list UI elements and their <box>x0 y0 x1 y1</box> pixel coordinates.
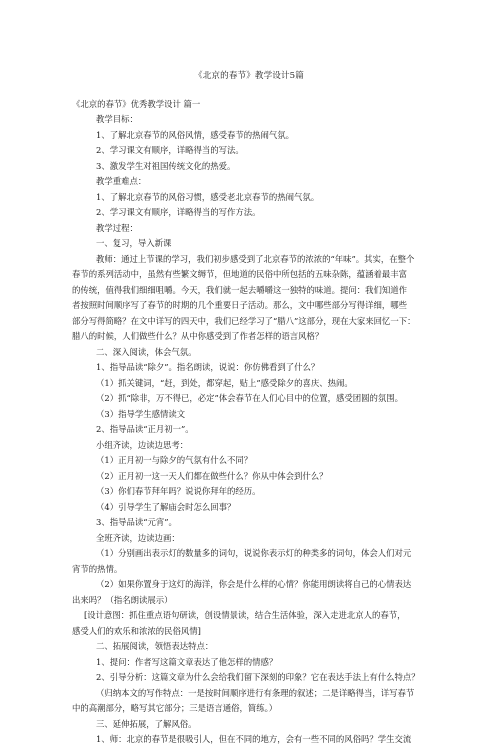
paragraph-line: （1）分别画出表示灯的数量多的词句，说说你表示灯的种类多的词句，体会人们对元 <box>96 548 412 558</box>
text-line: 3、指导品读“元宵”。 <box>96 517 177 527</box>
text-line: 教学重难点： <box>96 176 147 186</box>
text-line: （3）指导学生感情读文 <box>96 408 186 419</box>
text-line: （归纳本文的写作特点：一是按时间顺序进行有条理的叙述；二是详略得当，详写春节 <box>96 687 415 698</box>
summary-paragraph <box>72 701 426 717</box>
paragraph-line: 教师：通过上节课的学习，我们初步感受到了北京春节的浓浓的“年味”。其实，在整个 <box>96 253 415 264</box>
paragraph-line: 春节的系列活动中，虽然有些繁文缛节，但地道的民俗中所包括的五味杂陈，蕴涵着最丰富 <box>72 269 407 279</box>
text-line: 2、引导分析：这篇文章为什么会给我们留下深刻的印象？它在表达手法上有什么特点？ <box>96 672 420 682</box>
paragraph-line: 者按照时间顺序写了春节的时期的几个重要日子活动。那么，文中哪些部分写得详细，哪些 <box>72 300 407 310</box>
paragraph-line: 部分写得简略？在文中详写的四天中，我们已经学习了“腊八”这部分，现在大家来回忆一下： <box>72 315 416 326</box>
text-line: 1、了解北京春节的风俗风情，感受春节的热闹气氛。 <box>96 129 294 140</box>
paragraph-line: 腊八的时候，人们做些什么？从中你感受到了作者怎样的语言风格？ <box>72 331 324 341</box>
text-line: 教学过程： <box>96 222 138 233</box>
paragraph-line: 感受人们的欢乐和浓浓的民俗风情] <box>72 625 201 636</box>
extension-steps-block <box>72 717 426 748</box>
text-line: （4）引导学生了解庙会时怎么回事？ <box>96 501 236 512</box>
text-line: 小组齐读，边读边思考： <box>96 439 189 450</box>
text-line: 3、激发学生对祖国传统文化的热爱。 <box>96 160 236 171</box>
text-line: 二、深入阅读，体会气氛。 <box>96 346 197 357</box>
text-line: （2）抓“除非，万不得已，必定”体会春节在人们心目中的位置，感受团圆的氛围。 <box>96 393 404 403</box>
text-line: 二、拓展阅读，领悟表达特点： <box>96 641 214 651</box>
text-line: 1、师：北京的春节是很吸引人，但在不同的地方，会有一些不同的风俗吗？学生交流 <box>96 734 412 744</box>
text-line: 三、延伸拓展，了解风俗。 <box>96 718 197 729</box>
objectives-block <box>72 112 426 252</box>
text-line: （2）正月初一这一天人们都在做些什么？你从中体会到什么？ <box>96 470 328 481</box>
text-line: 1、了解北京春节的风俗习惯，感受老北京春节的热闹气氛。 <box>96 191 320 202</box>
text-line: 2、学习课文有顺序，详略得当的写作方法。 <box>96 207 261 217</box>
document-title: 《北京的春节》教学设计5篇 <box>194 71 304 81</box>
text-line: 1、指导品读“除夕”。指名朗读，说说：你仿佛看到了什么？ <box>96 362 320 372</box>
intro-paragraph <box>72 252 426 345</box>
paragraph-line: 宵节的热情。 <box>72 563 123 574</box>
paragraph-line: [设计意图：抓住重点语句研读，创设情景读，结合生活体验，深入走进北京人的春节， <box>84 610 406 620</box>
lantern-paragraph <box>72 546 426 577</box>
text-line: 2、指导品读“正月初一”。 <box>96 424 194 434</box>
text-line: 1、提问：作者写这篇文章表达了他怎样的情感？ <box>96 656 278 667</box>
text-line: 教学目标： <box>96 114 138 124</box>
design-intent-paragraph <box>72 608 426 639</box>
text-line: 全班齐读，边读边画： <box>96 532 180 543</box>
paragraph-line: 的传统，值得我们细细咀嚼。今天，我们就一起去嚼嚼这一独特的味道。提问：我们知道作 <box>72 284 407 295</box>
text-line: 一、复习，导入新课 <box>96 238 172 248</box>
text-line: （1）正月初一与除夕的气氛有什么不同？ <box>96 455 253 465</box>
text-line: 2、学习课文有顺序，详略得当的写法。 <box>96 145 244 155</box>
text-line: （3）你们春节拜年吗？说说你拜年的经历。 <box>96 486 261 496</box>
expansion-steps-block <box>72 639 426 701</box>
text-line: （1）抓关键词，“赶，到处，都穿起，贴上”感受除夕的喜庆、热闹。 <box>96 377 353 388</box>
imagine-paragraph <box>72 577 426 608</box>
paragraph-line: （2）如果你置身于这灯的海洋，你会是什么样的心情？你能用朗读将自己的心情表达 <box>96 579 412 589</box>
paragraph-line: 出来吗？（指名朗读展示） <box>72 594 173 605</box>
reading-steps-block <box>72 345 426 547</box>
section-heading: 《北京的春节》优秀教学设计 篇一 <box>72 99 201 109</box>
paragraph-line: 中的高潮部分，略写其它部分；三是语言通俗，简练。） <box>72 703 278 713</box>
